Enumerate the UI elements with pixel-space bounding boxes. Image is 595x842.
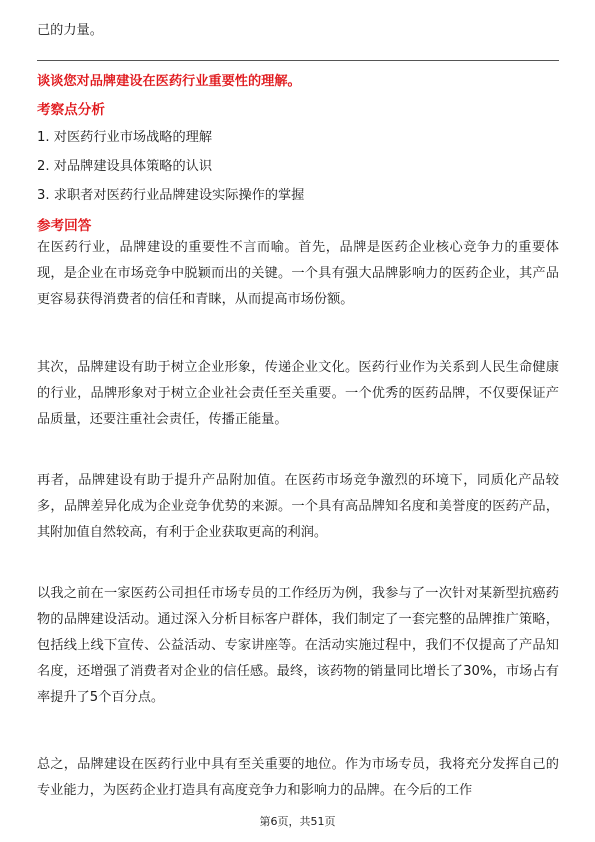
- answer-paragraph: 再者，品牌建设有助于提升产品附加值。在医药市场竞争激烈的环境下，同质化产品较多，品牌差异化成为企业竞争优势的来源。一个具有高品牌知名度和美誉度的医药产品，其附加值自然较高，有利于企业获取更高的利润。: [37, 473, 559, 540]
- analysis-heading: 考察点分析: [37, 102, 105, 118]
- answer-paragraph: 在医药行业，品牌建设的重要性不言而喻。首先，品牌是医药企业核心竞争力的重要体现，是企业在市场竞争中脱颖而出的关键。一个具有强大品牌影响力的医药企业，其产品更容易获得消费者的信任和青睐，从而提高市场份额。: [37, 240, 559, 307]
- page-footer: 第6页，共51页: [259, 815, 336, 828]
- question-title: 谈谈您对品牌建设在医药行业重要性的理解。: [37, 74, 301, 89]
- answer-paragraph: 以我之前在一家医药公司担任市场专员的工作经历为例，我参与了一次针对某新型抗癌药物的品牌建设活动。通过深入分析目标客户群体，我们制定了一套完整的品牌推广策略，包括线上线下宣传、公益活动、专家讲座等。在活动实施过程中，我们不仅提高了产品知名度，还增强了消费者对企业的信任感。最终，该药物的销量同比增长了30%，市场占有率提升了5个百分点。: [37, 586, 559, 705]
- section-divider: [37, 60, 559, 61]
- continuation-text: 己的力量。: [37, 23, 103, 38]
- analysis-item: 1. 对医药行业市场战略的理解: [37, 130, 213, 145]
- answer-heading: 参考回答: [37, 218, 92, 234]
- answer-paragraph: 总之，品牌建设在医药行业中具有至关重要的地位。作为市场专员，我将充分发挥自己的专业能力，为医药企业打造具有高度竞争力和影响力的品牌。在今后的工作: [37, 757, 559, 798]
- answer-paragraph: 其次，品牌建设有助于树立企业形象，传递企业文化。医药行业作为关系到人民生命健康的行业，品牌形象对于树立企业社会责任至关重要。一个优秀的医药品牌，不仅要保证产品质量，还要注重社会责任，传播正能量。: [37, 360, 559, 427]
- analysis-item: 3. 求职者对医药行业品牌建设实际操作的掌握: [37, 188, 305, 203]
- analysis-item: 2. 对品牌建设具体策略的认识: [37, 159, 213, 174]
